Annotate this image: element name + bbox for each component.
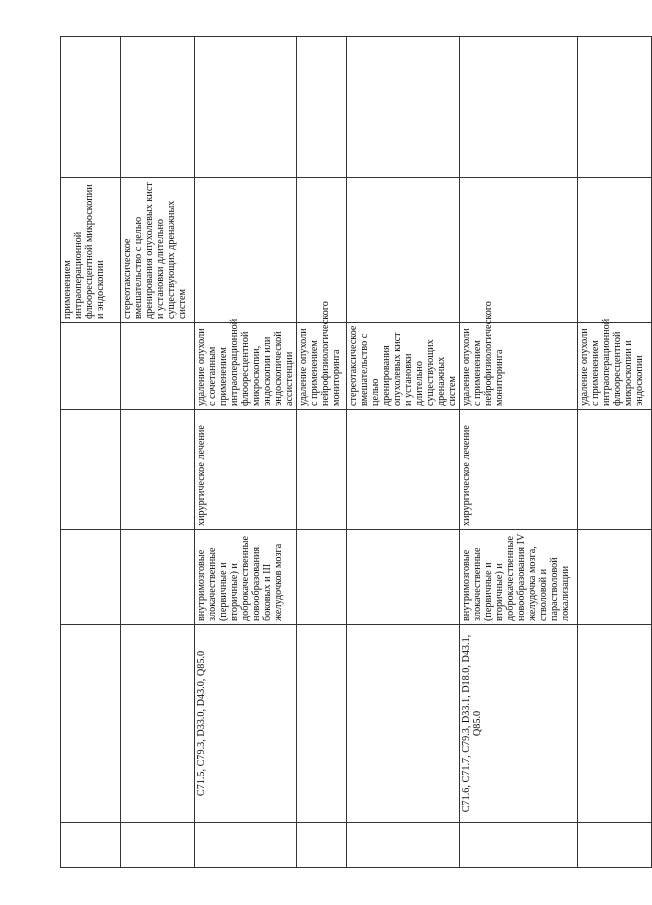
table-cell <box>347 625 460 823</box>
table-cell <box>347 530 460 625</box>
table-cell <box>61 323 121 410</box>
table-row <box>460 37 578 868</box>
rotated-table-wrapper <box>60 37 646 868</box>
table-cell <box>578 625 652 823</box>
table-cell <box>121 37 195 178</box>
condition-cell: внутримозговые злокачественные (первичные и вторичные) и доброкачественные новообразования боковых и III желудочков мозга <box>195 530 297 625</box>
table-cell <box>195 178 297 323</box>
table-cell <box>578 37 652 178</box>
table-cell <box>121 823 195 868</box>
table-cell <box>347 410 460 530</box>
table-cell <box>347 178 460 323</box>
diagnosis-code-cell: C71.6, C71.7, C79.3, D33.1, D18.0, D43.1, Q85.0 <box>460 625 578 823</box>
treatment-table <box>60 36 652 868</box>
treatment-type-cell: хирургическое лечение <box>195 410 297 530</box>
table-cell <box>460 37 578 178</box>
diagnosis-code-cell: C71.5, C79.3, D33.0, D43.0, Q85.0 <box>195 625 297 823</box>
table-cell <box>297 37 347 178</box>
table-cell <box>61 530 121 625</box>
table-cell <box>297 410 347 530</box>
method-cell: удаление опухоли с применением нейрофизиологического мониторинга <box>460 323 578 410</box>
table-cell <box>460 823 578 868</box>
table-row <box>297 37 347 868</box>
table-cell <box>297 625 347 823</box>
method-cell: стереотаксическое вмешательство с целью дренирования опухолевых кист и установки длительно существующих дренажных систем <box>347 323 460 410</box>
table-cell <box>578 530 652 625</box>
table-cell <box>578 410 652 530</box>
table-cell <box>121 530 195 625</box>
table-row <box>195 37 297 868</box>
table-cell <box>61 37 121 178</box>
table-cell <box>297 530 347 625</box>
table-cell <box>121 323 195 410</box>
table-cell <box>195 823 297 868</box>
table-cell <box>347 823 460 868</box>
table-cell <box>195 37 297 178</box>
condition-cell: внутримозговые злокачественные (первичные и вторичные) и доброкачественные новообразования IV желудочка мозга, стволовой и парастволовой локализации <box>460 530 578 625</box>
method-cell: удаление опухоли с сочетанным применением интраоперационной флюоресцентной микроскопии, эндоскопии или эндоскопической ассистенции <box>195 323 297 410</box>
method-cell: удаление опухоли с применением интраоперационной флюоресцентной микроскопии и эндоскопии <box>578 323 652 410</box>
treatment-type-cell: хирургическое лечение <box>460 410 578 530</box>
table-cell: стереотаксическое вмешательство с целью дренирования опухолевых кист и установки длительно существующих дренажных систем <box>121 178 195 323</box>
table-row <box>578 37 652 868</box>
table-row <box>61 37 121 868</box>
table-cell <box>121 410 195 530</box>
table-row <box>121 37 195 868</box>
table-cell <box>460 178 578 323</box>
table-cell <box>61 410 121 530</box>
table-cell: применением интраоперационной флюоресцентной микроскопии и эндоскопии <box>61 178 121 323</box>
table-cell <box>61 625 121 823</box>
table-row <box>347 37 460 868</box>
table-cell <box>61 823 121 868</box>
table-cell <box>578 823 652 868</box>
table-cell <box>297 823 347 868</box>
table-cell <box>578 178 652 323</box>
table-cell <box>347 37 460 178</box>
method-cell: удаление опухоли с применением нейрофизиологического мониторинга <box>297 323 347 410</box>
table-cell <box>121 625 195 823</box>
